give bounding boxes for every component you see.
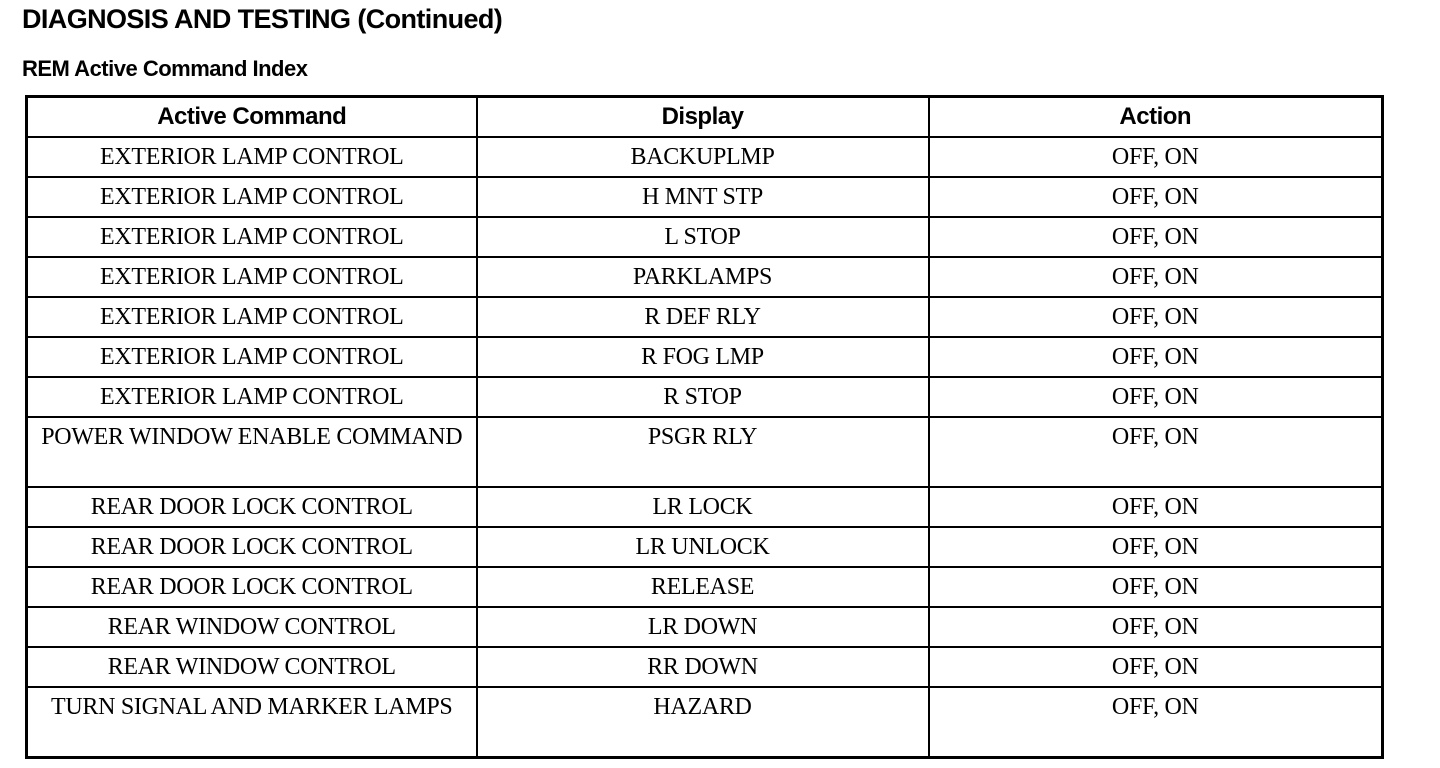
cell-action: OFF, ON	[929, 137, 1383, 177]
cell-command: REAR DOOR LOCK CONTROL	[27, 487, 477, 527]
table-row	[27, 297, 1383, 337]
cell-display: PARKLAMPS	[477, 257, 929, 297]
table-row	[27, 337, 1383, 377]
table-row	[27, 257, 1383, 297]
cell-display: LR DOWN	[477, 607, 929, 647]
cell-display: BACKUPLMP	[477, 137, 929, 177]
cell-display: RR DOWN	[477, 647, 929, 687]
active-command-table	[25, 95, 1384, 759]
table-row	[27, 417, 1383, 487]
cell-display: LR LOCK	[477, 487, 929, 527]
cell-action: OFF, ON	[929, 377, 1383, 417]
cell-command: EXTERIOR LAMP CONTROL	[27, 297, 477, 337]
table-row	[27, 527, 1383, 567]
cell-command: EXTERIOR LAMP CONTROL	[27, 217, 477, 257]
cell-display: R FOG LMP	[477, 337, 929, 377]
cell-display: HAZARD	[477, 687, 929, 757]
table-title: REM Active Command Index	[22, 56, 308, 81]
table-row	[27, 487, 1383, 527]
header-row	[27, 97, 1383, 138]
table-header	[27, 97, 1383, 138]
cell-display: PSGR RLY	[477, 417, 929, 487]
cell-action: OFF, ON	[929, 257, 1383, 297]
cell-display: LR UNLOCK	[477, 527, 929, 567]
cell-action: OFF, ON	[929, 487, 1383, 527]
cell-action: OFF, ON	[929, 337, 1383, 377]
column-header-display: Display	[477, 97, 929, 138]
cell-command: EXTERIOR LAMP CONTROL	[27, 337, 477, 377]
table-row	[27, 177, 1383, 217]
cell-action: OFF, ON	[929, 417, 1383, 487]
table-body	[27, 137, 1383, 757]
table-row	[27, 217, 1383, 257]
cell-display: R STOP	[477, 377, 929, 417]
table-row	[27, 377, 1383, 417]
cell-command: REAR DOOR LOCK CONTROL	[27, 567, 477, 607]
cell-command: POWER WINDOW ENABLE COMMAND	[27, 417, 477, 487]
cell-command: EXTERIOR LAMP CONTROL	[27, 137, 477, 177]
table-row	[27, 567, 1383, 607]
cell-display: RELEASE	[477, 567, 929, 607]
table-row	[27, 687, 1383, 757]
cell-command: REAR DOOR LOCK CONTROL	[27, 527, 477, 567]
cell-command: REAR WINDOW CONTROL	[27, 647, 477, 687]
cell-action: OFF, ON	[929, 567, 1383, 607]
cell-command: REAR WINDOW CONTROL	[27, 607, 477, 647]
cell-action: OFF, ON	[929, 177, 1383, 217]
column-header-action: Action	[929, 97, 1383, 138]
table-row	[27, 607, 1383, 647]
cell-action: OFF, ON	[929, 607, 1383, 647]
column-header-active-command: Active Command	[27, 97, 477, 138]
cell-command: EXTERIOR LAMP CONTROL	[27, 177, 477, 217]
cell-display: R DEF RLY	[477, 297, 929, 337]
cell-command: EXTERIOR LAMP CONTROL	[27, 377, 477, 417]
table-row	[27, 137, 1383, 177]
cell-command: EXTERIOR LAMP CONTROL	[27, 257, 477, 297]
table-row	[27, 647, 1383, 687]
cell-command: TURN SIGNAL AND MARKER LAMPS	[27, 687, 477, 757]
cell-action: OFF, ON	[929, 647, 1383, 687]
cell-display: H MNT STP	[477, 177, 929, 217]
cell-action: OFF, ON	[929, 297, 1383, 337]
cell-display: L STOP	[477, 217, 929, 257]
cell-action: OFF, ON	[929, 687, 1383, 757]
cell-action: OFF, ON	[929, 217, 1383, 257]
cell-action: OFF, ON	[929, 527, 1383, 567]
page-title: DIAGNOSIS AND TESTING (Continued)	[22, 4, 503, 34]
